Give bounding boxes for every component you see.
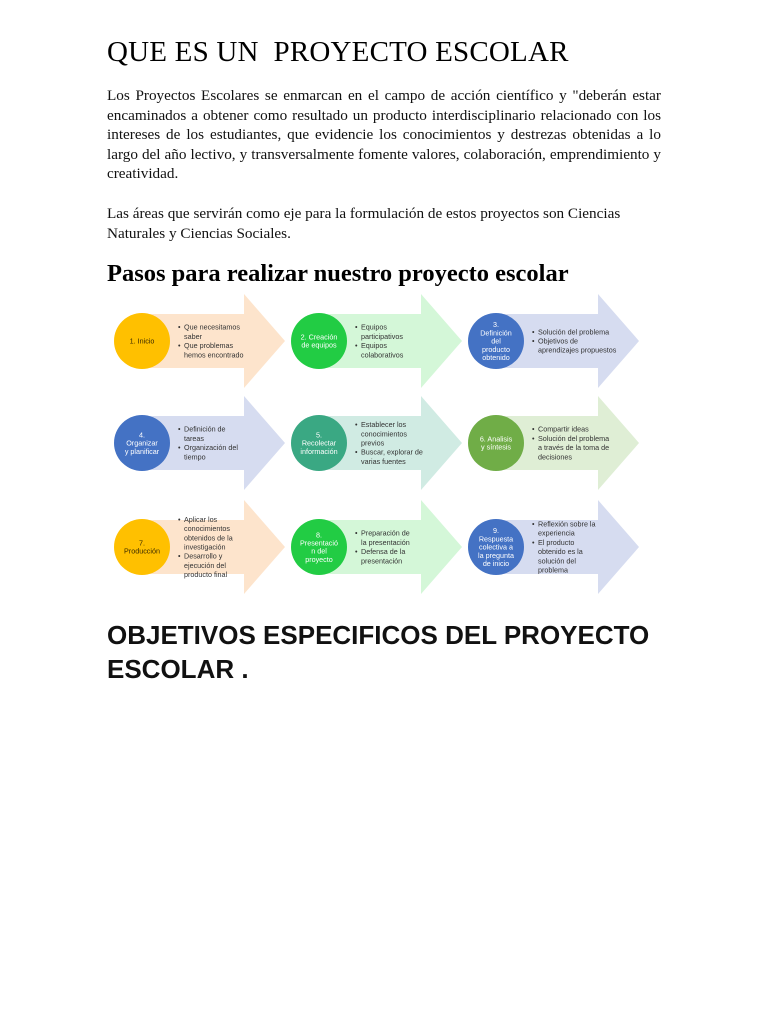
step-6 xyxy=(468,396,639,490)
step-label: 2. Creación de equipos xyxy=(300,332,338,350)
step-2 xyxy=(291,294,462,388)
step-3 xyxy=(468,294,639,388)
areas-paragraph: Las áreas que servirán como eje para la formulación de estos proyectos son Ciencias Naturales y Ciencias Sociales. xyxy=(107,205,621,242)
step-bullets: • Equipos participativos • Equipos colaborativos xyxy=(355,322,404,360)
step-label: 1. Inicio xyxy=(129,336,155,346)
step-label: 9. Respuesta colectiva a la pregunta de inicio xyxy=(478,526,514,568)
step-label: 6. Analisis y síntesis xyxy=(479,434,513,452)
step-label: 7. Producción xyxy=(124,538,160,556)
steps-diagram xyxy=(106,288,666,608)
step-label: 5. Recolectar información xyxy=(300,430,338,456)
step-4 xyxy=(114,396,285,490)
steps-subtitle: Pasos para realizar nuestro proyecto escolar xyxy=(107,260,569,287)
step-bullets: • Preparación de la presentación • Defensa de la presentación xyxy=(355,528,410,566)
step-bullets: • Que necesitamos saber • Que problemas hemos encontrado xyxy=(178,322,244,360)
step-label: 8. Presentació n del proyecto xyxy=(300,530,338,564)
step-bullets: • Solución del problema • Objetivos de aprendizajes propuestos xyxy=(532,327,617,355)
step-bullets: • Aplicar los conocimientos obtenidos de la investigación • Desarrollo y ejecución del producto final xyxy=(178,514,233,580)
step-7 xyxy=(114,500,285,594)
step-5 xyxy=(291,396,462,490)
step-label: 4. Organizar y planificar xyxy=(124,430,160,456)
step-1 xyxy=(114,294,285,388)
objectives-heading: OBJETIVOS ESPECIFICOS DEL PROYECTO ESCOLAR . xyxy=(107,620,650,684)
step-bullets: • Compartir ideas • Solución del problema a través de la toma de decisiones xyxy=(532,424,610,462)
intro-paragraph: Los Proyectos Escolares se enmarcan en el campo de acción científico y "deberán estar encaminados a obtener como resultado un producto interdisciplinario relacionado con los intereses de los estudiantes, que evidencie los conocimientos y destrezas obtenidas a lo largo del año lectivo, y transversalmente fomente valores, colaboración, emprendimiento y creatividad. xyxy=(107,87,661,182)
step-label: 3. Definición del producto obtenido xyxy=(480,320,512,362)
step-bullets: • Reflexión sobre la experiencia • El producto obtenido es la solución del problema xyxy=(532,519,596,575)
step-bullets: • Definición de tareas • Organización del tiempo xyxy=(178,424,238,462)
document-title: QUE ES UN PROYECTO ESCOLAR xyxy=(107,36,569,68)
step-9 xyxy=(468,500,639,594)
steps-diagram-svg xyxy=(106,288,666,608)
step-bullets: • Establecer los conocimientos previos • Buscar, explorar de varias fuentes xyxy=(355,420,423,466)
step-8 xyxy=(291,500,462,594)
